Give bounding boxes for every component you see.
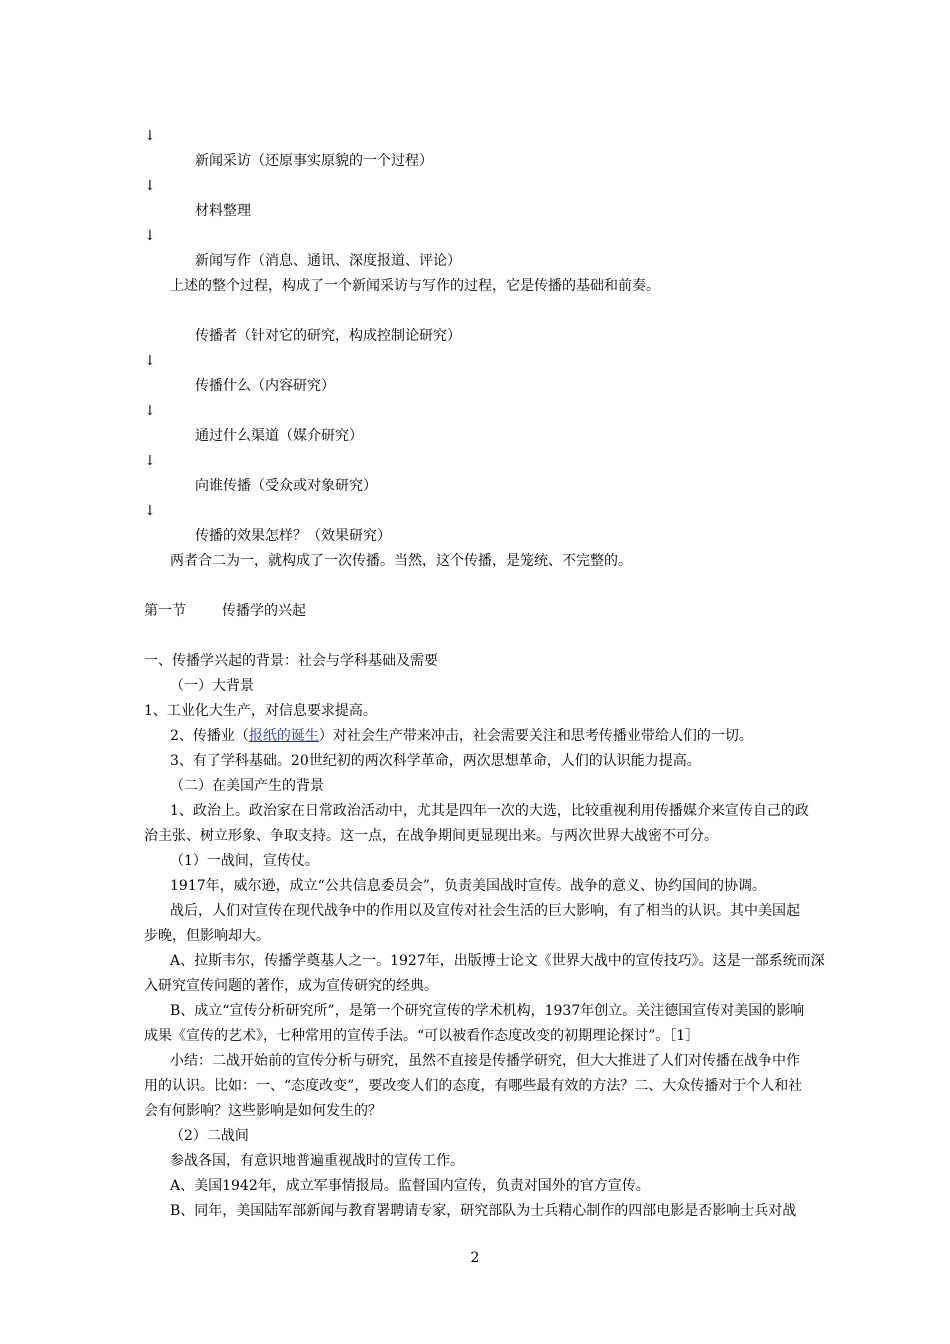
section-number: 第一节	[144, 603, 186, 619]
arrow-down: ↓	[144, 453, 156, 469]
flow2-step-content: 传播什么（内容研究）	[195, 378, 335, 394]
arrow-down: ↓	[144, 178, 156, 194]
heading-background: 一、传播学兴起的背景：社会与学科基础及需要	[144, 653, 438, 669]
subheading-ww2: （2）二战间	[170, 1128, 249, 1144]
paragraph: 参战各国，有意识地普遍重视战时的宣传工作。	[170, 1153, 464, 1169]
flow2-summary: 两者合二为一，就构成了一次传播。当然，这个传播，是笼统、不完整的。	[170, 553, 632, 569]
paragraph: 步晚，但影响却大。	[144, 928, 270, 944]
arrow-down: ↓	[144, 353, 156, 369]
paragraph-text: 2、传播业（	[170, 728, 249, 744]
arrow-down: ↓	[144, 228, 156, 244]
paragraph: 治主张、树立形象、争取支持。这一点，在战争期间更显现出来。与两次世界大战密不可分。	[144, 828, 718, 844]
paragraph: B、同年，美国陆军部新闻与教育署聘请专家，研究部队为士兵精心制作的四部电影是否影响士兵对战	[170, 1203, 797, 1219]
paragraph: 用的认识。比如：一、“态度改变”，要改变人们的态度，有哪些最有效的方法？二、大众传播对于个人和社	[144, 1078, 803, 1094]
paragraph: A、美国1942年，成立军事情报局。监督国内宣传，负责对国外的官方宣传。	[170, 1178, 650, 1194]
paragraph: 1、工业化大生产，对信息要求提高。	[144, 703, 377, 719]
page-number: 2	[470, 1250, 480, 1266]
arrow-down: ↓	[144, 128, 156, 144]
flow1-step-writing: 新闻写作（消息、通讯、深度报道、评论）	[195, 253, 461, 269]
section-heading	[144, 602, 306, 620]
subheading-ww1: （1）一战间，宣传仗。	[170, 853, 319, 869]
arrow-down: ↓	[144, 503, 156, 519]
paragraph: 1、政治上。政治家在日常政治活动中，尤其是四年一次的大选，比较重视利用传播媒介来宣传自己的政	[170, 803, 809, 819]
paragraph: A、拉斯韦尔，传播学奠基人之一。1927年，出版博士论文《世界大战中的宣传技巧》。这是一部系统而深	[170, 953, 825, 969]
paragraph: 1917年，威尔逊，成立“公共信息委员会”，负责美国战时宣传。战争的意义、协约国间的协调。	[170, 878, 766, 894]
newspaper-birth-link[interactable]: 报纸的诞生	[248, 728, 319, 744]
flow1-step-interview: 新闻采访（还原事实原貌的一个过程）	[195, 153, 433, 169]
paragraph: 会有何影响？这些影响是如何发生的？	[144, 1103, 382, 1119]
subheading-general: （一）大背景	[170, 678, 254, 694]
flow1-step-materials: 材料整理	[195, 203, 251, 219]
arrow-down: ↓	[144, 403, 156, 419]
flow2-step-effect: 传播的效果怎样？（效果研究）	[195, 528, 391, 544]
paragraph: 战后，人们对宣传在现代战争中的作用以及宣传对社会生活的巨大影响，有了相当的认识。其中美国起	[170, 903, 800, 919]
paragraph: 小结：二战开始前的宣传分析与研究，虽然不直接是传播学研究，但大大推进了人们对传播在战争中作	[170, 1053, 800, 1069]
flow2-step-communicator: 传播者（针对它的研究，构成控制论研究）	[195, 328, 461, 344]
flow1-summary: 上述的整个过程，构成了一个新闻采访与写作的过程，它是传播的基础和前奏。	[170, 278, 660, 294]
paragraph-text: ）对社会生产带来冲击，社会需要关注和思考传播业带给人们的一切。	[318, 728, 753, 744]
flow2-step-audience: 向谁传播（受众或对象研究）	[195, 478, 377, 494]
section-title: 传播学的兴起	[222, 603, 306, 619]
subheading-usa: （二）在美国产生的背景	[170, 778, 324, 794]
paragraph: 成果《宣传的艺术》，七种常用的宣传手法。“可以被看作态度改变的初期理论探讨”。［1］	[144, 1028, 700, 1044]
paragraph: 3、有了学科基础。20世纪初的两次科学革命，两次思想革命，人们的认识能力提高。	[170, 753, 701, 769]
paragraph	[170, 727, 753, 745]
paragraph: 入研究宣传问题的著作，成为宣传研究的经典。	[144, 978, 438, 994]
paragraph: B、成立“宣传分析研究所”，是第一个研究宣传的学术机构，1937年创立。关注德国宣传对美国的影响	[170, 1003, 805, 1019]
flow2-step-channel: 通过什么渠道（媒介研究）	[195, 428, 363, 444]
